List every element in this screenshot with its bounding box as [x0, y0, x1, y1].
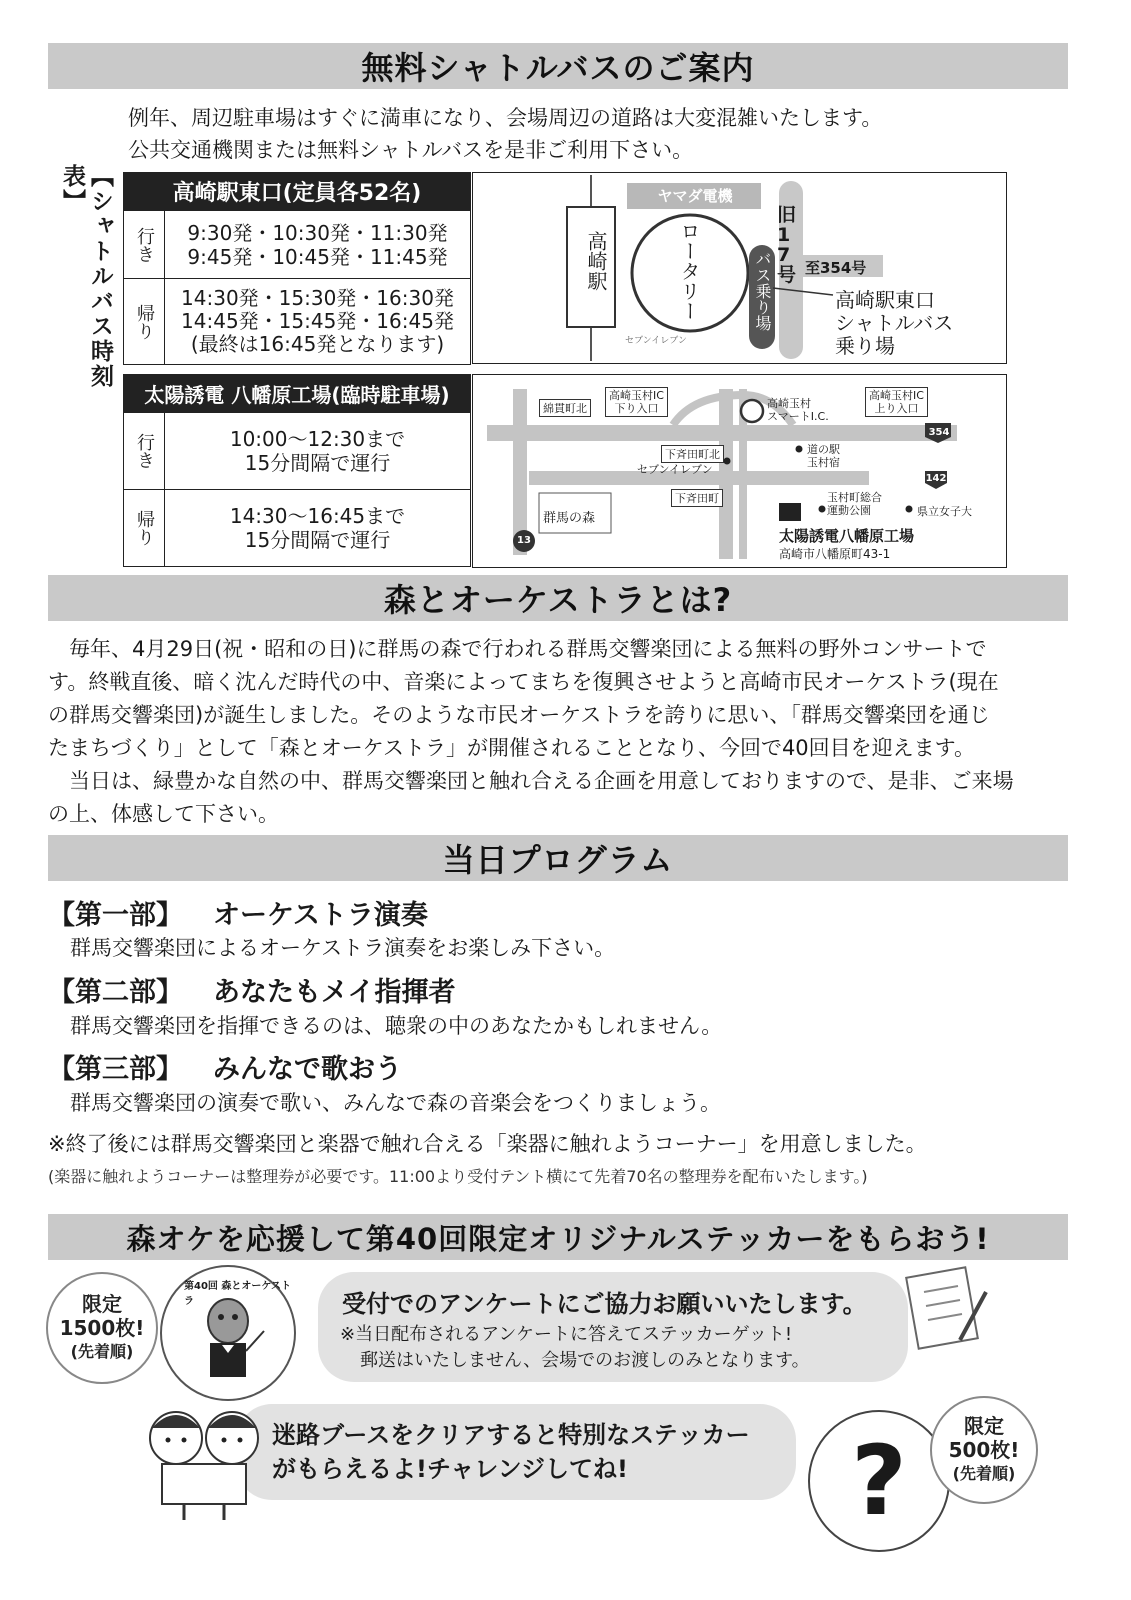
program-part2-desc: 群馬交響楽団を指揮できるのは、聴衆の中のあなたかもしれません。 [70, 1014, 723, 1038]
shuttle-header-band [48, 43, 1068, 89]
about-header: 森とオーケストラとは? [383, 581, 733, 619]
map2-shimosaida: 下斉田町 [671, 489, 723, 507]
program-part2: 【第二部】 あなたもメイ指揮者 [48, 977, 456, 1008]
map2-factory: 太陽誘電八幡原工場 [779, 527, 915, 545]
map2-univ: 県立女子大 [917, 505, 972, 518]
program-part3: 【第三部】 みんなで歌おう [48, 1054, 402, 1085]
intro-line: 例年、周辺駐車場はすぐに満車になり、会場周辺の道路は大変混雑いたします。 [128, 106, 883, 130]
shuttle-header: 無料シャトルバスのご案内 [361, 49, 755, 87]
about-para1: 毎年、4月29日(祝・昭和の日)に群馬の森で行われる群馬交響楽団による無料の野外コンサートで す。終戦直後、暗く沈んだ時代の中、音楽によってまちを復興させようと高崎市民オーケストラ(現在 の群馬交響楽団)が誕生しました。そのような市民オーケストラを誇りに思い、「群馬交響楽団を通じ たまちづくり」として「森とオーケストラ」が開催されることとなり、今回で40回目を迎えます。 [48, 637, 999, 760]
map2-park: 玉村町総合 運動公園 [827, 491, 882, 517]
map2-gunma-forest: 群馬の森 [543, 511, 596, 526]
program-header-band [48, 835, 1068, 881]
program-part1-desc: 群馬交響楽団によるオーケストラ演奏をお楽しみ下さい。 [70, 936, 616, 960]
shuttle-intro [128, 102, 882, 166]
map2-shimosaida-n: 下斉田町北 [661, 445, 724, 463]
route2-return-times: 14:30〜16:45まで 15分間隔で運行 [165, 490, 471, 567]
limit-1500-badge: 限定 1500枚! (先着順) [46, 1272, 158, 1384]
map2-r354: 354 [928, 427, 950, 438]
map2-smart-ic: 高崎玉村 スマートI.C. [767, 397, 829, 423]
map1-route17: 旧17号 [777, 204, 797, 286]
map2-address: 高崎市八幡原町43-1 [779, 547, 891, 561]
map2-ic-down: 高崎玉村IC 下り入口 [605, 387, 668, 417]
children-icon [140, 1398, 266, 1522]
map1-yamada: ヤマダ電機 [657, 187, 733, 205]
route1-return-label: 帰り [124, 279, 165, 365]
route1-go-times: 9:30発・10:30発・11:30発 9:45発・10:45発・11:45発 [165, 211, 471, 279]
about-para2: 当日は、緑豊かな自然の中、群馬交響楽団と触れ合える企画を用意しておりますので、是非、ご来場 の上、体感して下さい。 [48, 769, 1014, 826]
map2-michinoeki: 道の駅 玉村宿 [807, 443, 840, 469]
map2-r13: 13 [517, 535, 531, 546]
map1-seven: セブンイレブン [625, 336, 687, 346]
map-yawatabara-factory [472, 374, 1007, 568]
route2-go-label: 行き [124, 413, 165, 490]
map1-caption: 高崎駅東口 シャトルバス 乗り場 [835, 288, 954, 358]
limit-500-badge: 限定 500枚! (先着順) [930, 1396, 1038, 1504]
mascot-sticker [160, 1265, 296, 1401]
survey-title: 受付でのアンケートにご協力お願いいたします。 [342, 1290, 867, 1318]
about-header-band [48, 575, 1068, 621]
program-part3-desc: 群馬交響楽団の演奏で歌い、みんなで森の音楽会をつくりましょう。 [70, 1091, 721, 1115]
route2-return-label: 帰り [124, 490, 165, 567]
route1-table [123, 172, 471, 365]
map2-seven: セブンイレブン [637, 463, 713, 476]
survey-lines: ※当日配布されるアンケートに答えてステッカーゲット! 郵送はいたしません、会場でのお渡しのみとなります。 [340, 1324, 810, 1371]
map2-watanuki: 綿貫町北 [539, 399, 591, 417]
intro-line: 公共交通機関または無料シャトルバスを是非ご利用下さい。 [128, 138, 694, 162]
sticker-header-band [48, 1214, 1068, 1260]
map1-rotary: ロータリー [677, 221, 701, 321]
route2-title: 太陽誘電 八幡原工場(臨時駐車場) [124, 375, 471, 413]
sticker-header: 森オケを応援して第40回限定オリジナルステッカーをもらおう! [126, 1221, 990, 1256]
question-circle [808, 1410, 950, 1552]
mascot-horse-icon [188, 1295, 268, 1391]
program-header: 当日プログラム [442, 841, 674, 879]
question-mark: ? [851, 1425, 907, 1537]
route2-table [123, 374, 471, 567]
program-part1: 【第一部】 オーケストラ演奏 [48, 900, 428, 931]
timetable-vertical-label: 【シャトルバス時刻表】 [59, 164, 113, 389]
map2-ic-up: 高崎玉村IC 上り入口 [865, 387, 928, 417]
map2-r142: 142 [925, 473, 947, 484]
program-note: ※終了後には群馬交響楽団と楽器で触れ合える「楽器に触れようコーナー」を用意しました。 [48, 1132, 927, 1156]
map1-station: 高崎駅 [584, 231, 608, 291]
clipboard-icon [900, 1262, 996, 1352]
map1-to354: 至354号 [805, 259, 867, 277]
map-takasaki-station [472, 172, 1007, 364]
route1-go-label: 行き [124, 211, 165, 279]
badge-text: 第40回 森とオーケストラ [184, 1281, 291, 1307]
maze-lines: 迷路ブースをクリアすると特別なステッカー がもらえるよ!チャレンジしてね! [272, 1421, 750, 1483]
program-subnote: (楽器に触れようコーナーは整理券が必要です。11:00より受付テント横にて先着70名の整理券を配布いたします。) [48, 1167, 868, 1186]
route1-return-times: 14:30発・15:30発・16:30発 14:45発・15:45発・16:45発 (最終は16:45発となります) [165, 279, 471, 365]
map1-busstop: バス乗り場 [753, 251, 772, 331]
route1-title: 高崎駅東口(定員各52名) [124, 173, 471, 211]
route2-go-times: 10:00〜12:30まで 15分間隔で運行 [165, 413, 471, 490]
